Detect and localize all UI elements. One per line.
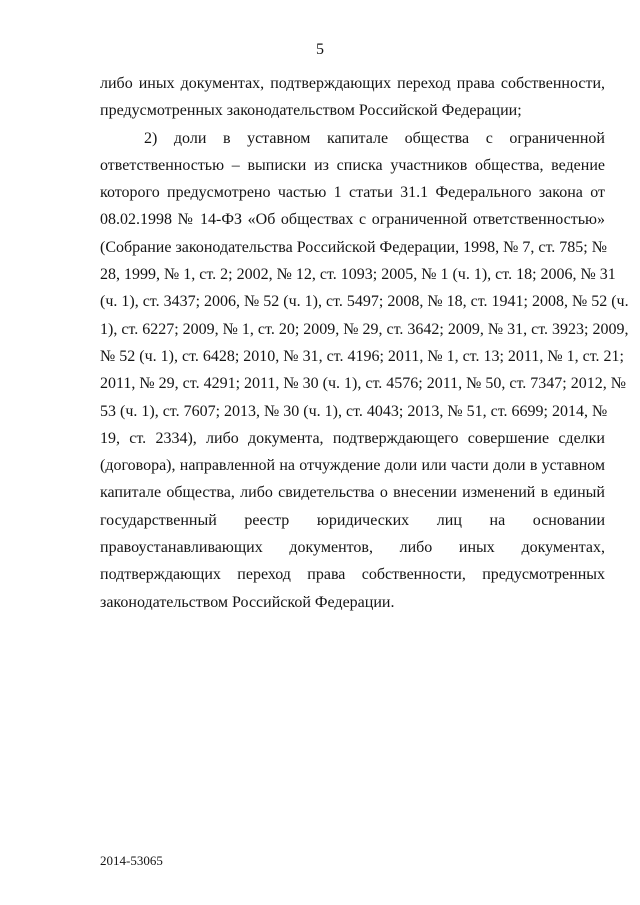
text-line: 08.02.1998 № 14-ФЗ «Об обществах с ограниченной ответственностью» [100, 211, 605, 229]
text-line: либо иных документах, подтверждающих переход права собственности, [100, 75, 605, 92]
text-line: (договора), направленной на отчуждение доли или части доли в уставном [100, 457, 605, 475]
document-body [100, 70, 629, 616]
text-line: ответственностью – выписки из списка участников общества, ведение [100, 156, 605, 174]
text-line: (Собрание законодательства Российской Федерации, 1998, № 7, ст. 785; № [100, 238, 607, 256]
text-line: подтверждающих переход права собственности, предусмотренных [100, 566, 605, 584]
text-line: 28, 1999, № 1, ст. 2; 2002, № 12, ст. 1093; 2005, № 1 (ч. 1), ст. 18; 2006, № 31 [100, 266, 616, 284]
text-line: капитале общества, либо свидетельства о внесении изменений в единый [100, 484, 605, 502]
text-line: (ч. 1), ст. 3437; 2006, № 52 (ч. 1), ст. 5497; 2008, № 18, ст. 1941; 2008, № 52 (ч. [100, 293, 629, 311]
text-line: предусмотренных законодательством Российской Федерации; [100, 102, 522, 120]
text-line: 19, ст. 2334), либо документа, подтверждающего совершение сделки [100, 429, 605, 447]
text-line: которого предусмотрено частью 1 статьи 31.1 Федерального закона от [100, 184, 605, 202]
text-line: 1), ст. 6227; 2009, № 1, ст. 20; 2009, № 29, ст. 3642; 2009, № 31, ст. 3923; 2009, [100, 320, 629, 338]
text-line: 2011, № 29, ст. 4291; 2011, № 30 (ч. 1), ст. 4576; 2011, № 50, ст. 7347; 2012, № [100, 375, 626, 393]
text-line: законодательством Российской Федерации. [100, 593, 395, 611]
text-line: № 52 (ч. 1), ст. 6428; 2010, № 31, ст. 4196; 2011, № 1, ст. 13; 2011, № 1, ст. 21; [100, 347, 624, 365]
text-line: 53 (ч. 1), ст. 7607; 2013, № 30 (ч. 1), ст. 4043; 2013, № 51, ст. 6699; 2014, № [100, 402, 608, 420]
text-line: государственный реестр юридических лиц на основании [100, 511, 605, 529]
page-number: 5 [316, 41, 324, 58]
text-line: 2) доли в уставном капитале общества с ограниченной [144, 129, 605, 147]
text-line: правоустанавливающих документов, либо иных документах, [100, 539, 605, 557]
document-code: 2014-53065 [100, 853, 163, 868]
